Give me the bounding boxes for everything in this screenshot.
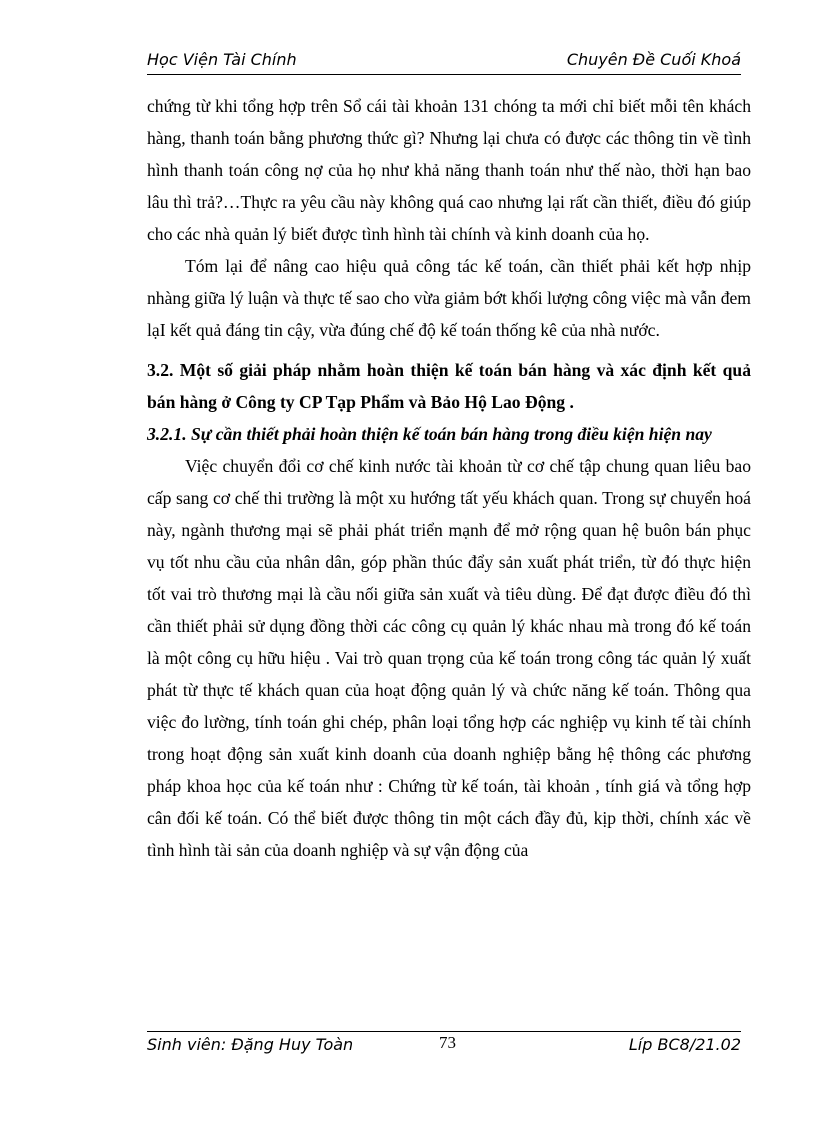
header-institution: Học Viện Tài Chính	[147, 50, 297, 69]
footer-student-name: Sinh viên: Đặng Huy Toàn	[147, 1035, 354, 1054]
footer-class-code: Líp BC8/21.02	[628, 1035, 741, 1054]
page-number: 73	[439, 1033, 456, 1052]
subsection-heading: 3.2.1. Sự cần thiết phải hoàn thiện kế toán bán hàng trong điều kiện hiện nay	[147, 424, 712, 444]
paragraph-2: Tóm lại để nâng cao hiệu quả công tác kế toán, cần thiết phải kết hợp nhịp nhàng giữa lý luận và thực tế sao cho vừa giảm bớt khối lượng công việc mà vẫn đem lạI kết quả đáng tin cậy, vừa đúng chế độ kế toán thống kê của nhà nước.	[147, 256, 751, 340]
page-footer	[147, 1035, 741, 1059]
header-document-title: Chuyên Đề Cuối Khoá	[566, 50, 741, 69]
footer-divider	[147, 1031, 741, 1032]
page-body	[147, 90, 751, 866]
section-heading: 3.2. Một số giải pháp nhằm hoàn thiện kế toán bán hàng và xác định kết quả bán hàng ở Công ty CP Tạp Phẩm và Bảo Hộ Lao Động .	[147, 360, 751, 412]
page-header	[147, 46, 741, 75]
paragraph-3: Việc chuyển đổi cơ chế kinh nước tài khoản từ cơ chế tập chung quan liêu bao cấp sang cơ chế thi trường là một xu hướng tất yếu khách quan. Trong sự chuyển hoá này, ngành thương mại sẽ phải phát triển mạnh để mở rộng quan hệ buôn bán phục vụ tốt nhu cầu của nhân dân, góp phần thúc đẩy sản xuất phát triển, từ đó thực hiện tốt vai trò thương mại là cầu nối giữa sản xuất và tiêu dùng. Để đạt được điều đó thì cần thiết phải sử dụng đồng thời các công cụ quản lý khác nhau mà trong đó kế toán là một công cụ hữu hiệu . Vai trò quan trọng của kế toán trong công tác quản lý xuất phát từ thực tế khách quan của hoạt động quản lý và chức năng kế toán. Thông qua việc đo lường, tính toán ghi chép, phân loại tổng hợp các nghiệp vụ kinh tế tài chính trong hoạt động sản xuất kinh doanh của doanh nghiệp bằng hệ thông các phương pháp khoa học của kế toán như : Chứng từ kế toán, tài khoản , tính giá và tổng hợp cân đối kế toán. Có thể biết được thông tin một cách đầy đủ, kịp thời, chính xác về tình hình tài sản của doanh nghiệp và sự vận động của	[147, 456, 751, 860]
paragraph-1: chứng từ khi tổng hợp trên Sổ cái tài khoản 131 chóng ta mới chỉ biết mỗi tên khách hàng, thanh toán bằng phương thức gì? Nhưng lại chưa có được các thông tin về tình hình thanh toán công nợ của họ như khả năng thanh toán như thế nào, thời hạn bao lâu thì trả?…Thực ra yêu cầu này không quá cao nhưng lại rất cần thiết, điều đó giúp cho các nhà quản lý biết được tình hình tài chính và kinh doanh của họ.	[147, 96, 751, 244]
